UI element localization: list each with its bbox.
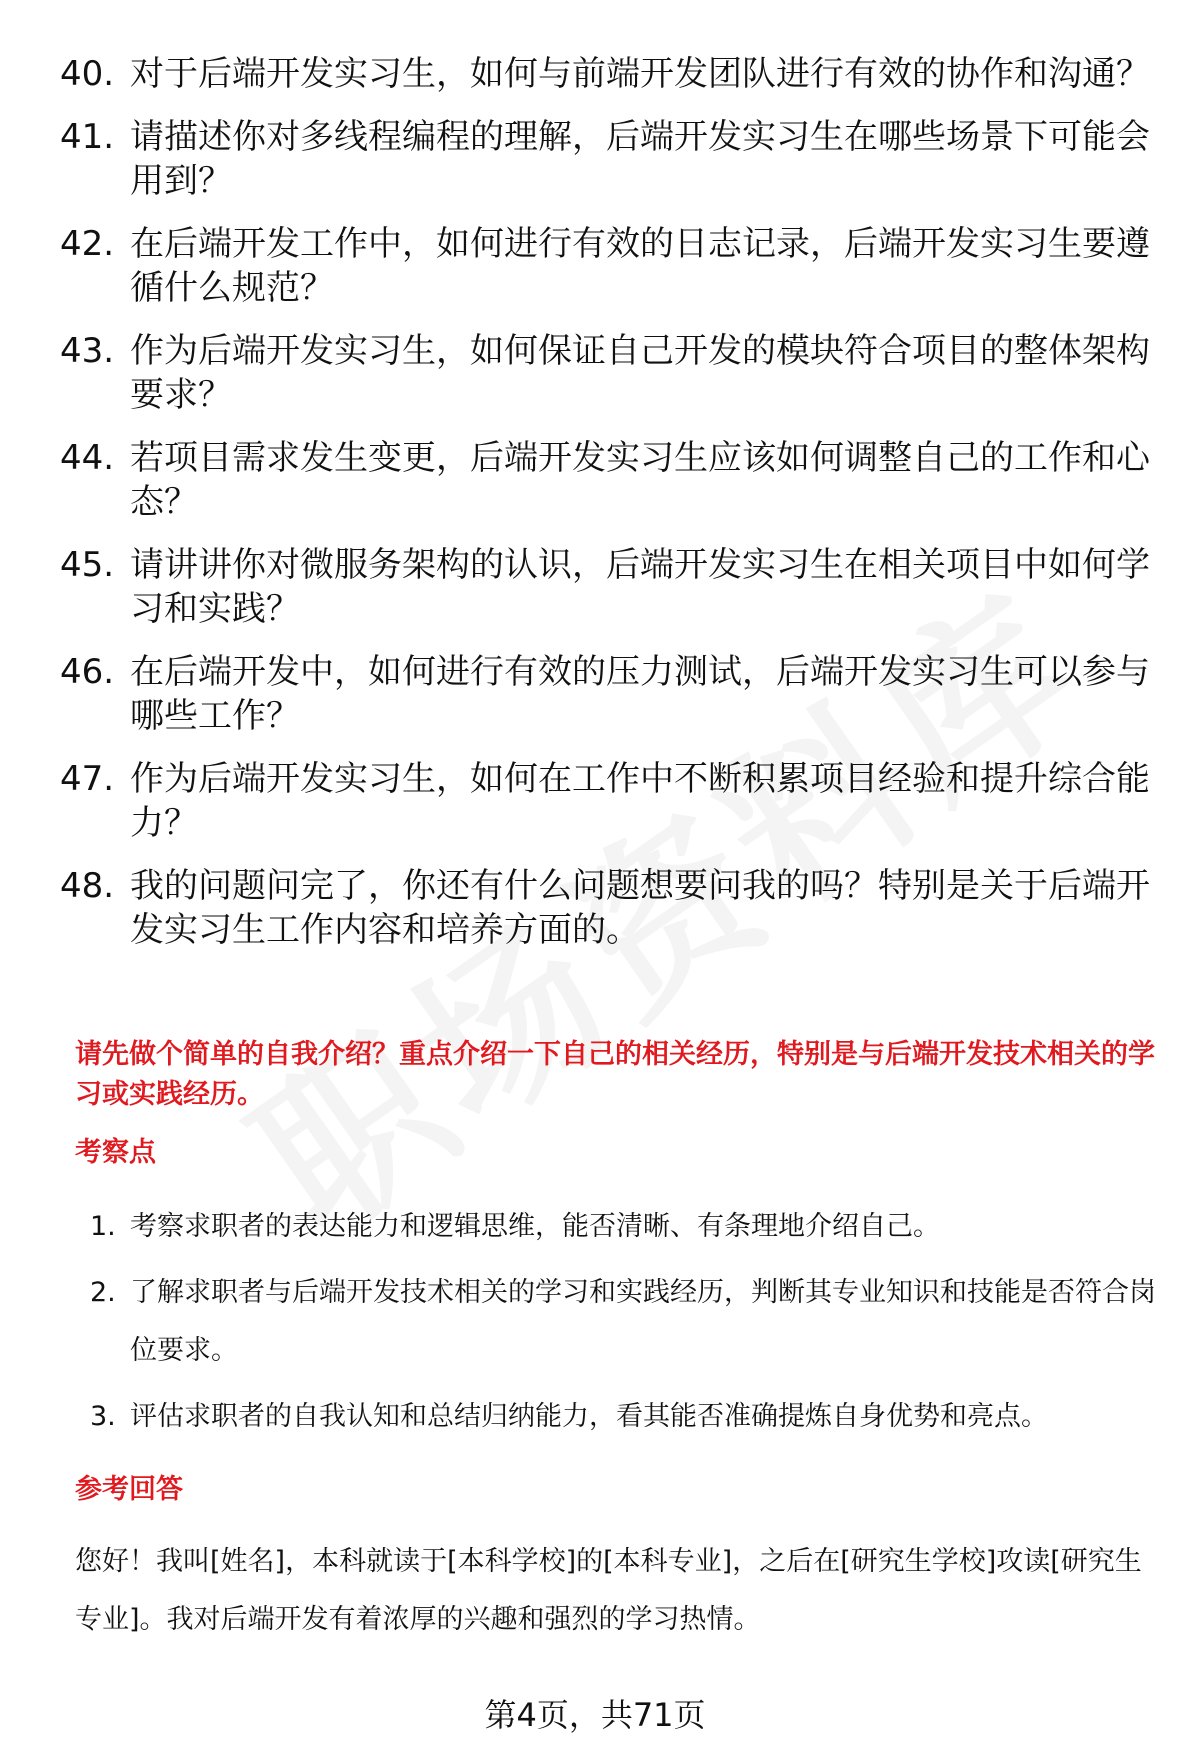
question-text: 对于后端开发实习生，如何与前端开发团队进行有效的协作和沟通？ <box>130 54 1150 94</box>
question-text: 作为后端开发实习生，如何保证自己开发的模块符合项目的整体架构要求？ <box>130 331 1150 415</box>
question-item <box>60 543 1160 631</box>
question-number: 45. <box>60 545 115 585</box>
assessment-point <box>90 1388 1165 1446</box>
assessment-points-title: 考察点 <box>75 1137 156 1168</box>
question-text: 在后端开发中，如何进行有效的压力测试，后端开发实习生可以参与哪些工作？ <box>130 652 1150 736</box>
question-item <box>60 650 1160 738</box>
question-text: 在后端开发工作中，如何进行有效的日志记录，后端开发实习生要遵循什么规范？ <box>130 224 1150 308</box>
point-number: 3. <box>90 1401 116 1432</box>
assessment-point <box>90 1198 1165 1256</box>
question-number: 47. <box>60 759 115 799</box>
assessment-points-list <box>90 1198 1165 1454</box>
question-item <box>60 222 1160 310</box>
assessment-point <box>90 1264 1165 1380</box>
point-text: 考察求职者的表达能力和逻辑思维，能否清晰、有条理地介绍自己。 <box>130 1211 940 1242</box>
question-number: 41. <box>60 117 115 157</box>
reference-answer-text: 您好！我叫[姓名]，本科就读于[本科学校]的[本科专业]，之后在[研究生学校]攻读[研究生专业]。我对后端开发有着浓厚的兴趣和强烈的学习热情。 <box>75 1546 1142 1635</box>
question-number: 46. <box>60 652 115 692</box>
question-item <box>60 436 1160 524</box>
question-number: 40. <box>60 54 115 94</box>
question-number: 42. <box>60 224 115 264</box>
question-item <box>60 115 1160 203</box>
question-number: 44. <box>60 438 115 478</box>
point-number: 1. <box>90 1211 116 1242</box>
point-text: 评估求职者的自我认知和总结归纳能力，看其能否准确提炼自身优势和亮点。 <box>130 1401 1048 1432</box>
question-list <box>60 52 1160 971</box>
reference-answer-title: 参考回答 <box>75 1474 183 1505</box>
question-text: 请讲讲你对微服务架构的认识，后端开发实习生在相关项目中如何学习和实践？ <box>130 545 1150 629</box>
point-text: 了解求职者与后端开发技术相关的学习和实践经历，判断其专业知识和技能是否符合岗位要求。 <box>130 1277 1156 1366</box>
question-text: 若项目需求发生变更，后端开发实习生应该如何调整自己的工作和心态？ <box>130 438 1150 522</box>
question-item <box>60 52 1160 96</box>
point-number: 2. <box>90 1277 116 1308</box>
question-number: 48. <box>60 866 115 906</box>
question-heading: 请先做个简单的自我介绍？重点介绍一下自己的相关经历，特别是与后端开发技术相关的学习或实践经历。 <box>75 1039 1155 1110</box>
question-item <box>60 329 1160 417</box>
page-footer: 第4页，共71页 <box>484 1696 706 1734</box>
question-item <box>60 757 1160 845</box>
question-number: 43. <box>60 331 115 371</box>
question-text: 我的问题问完了，你还有什么问题想要问我的吗？特别是关于后端开发实习生工作内容和培养方面的。 <box>130 866 1150 950</box>
question-text: 作为后端开发实习生，如何在工作中不断积累项目经验和提升综合能力？ <box>130 759 1150 843</box>
question-text: 请描述你对多线程编程的理解，后端开发实习生在哪些场景下可能会用到？ <box>130 117 1150 201</box>
question-item <box>60 864 1160 952</box>
